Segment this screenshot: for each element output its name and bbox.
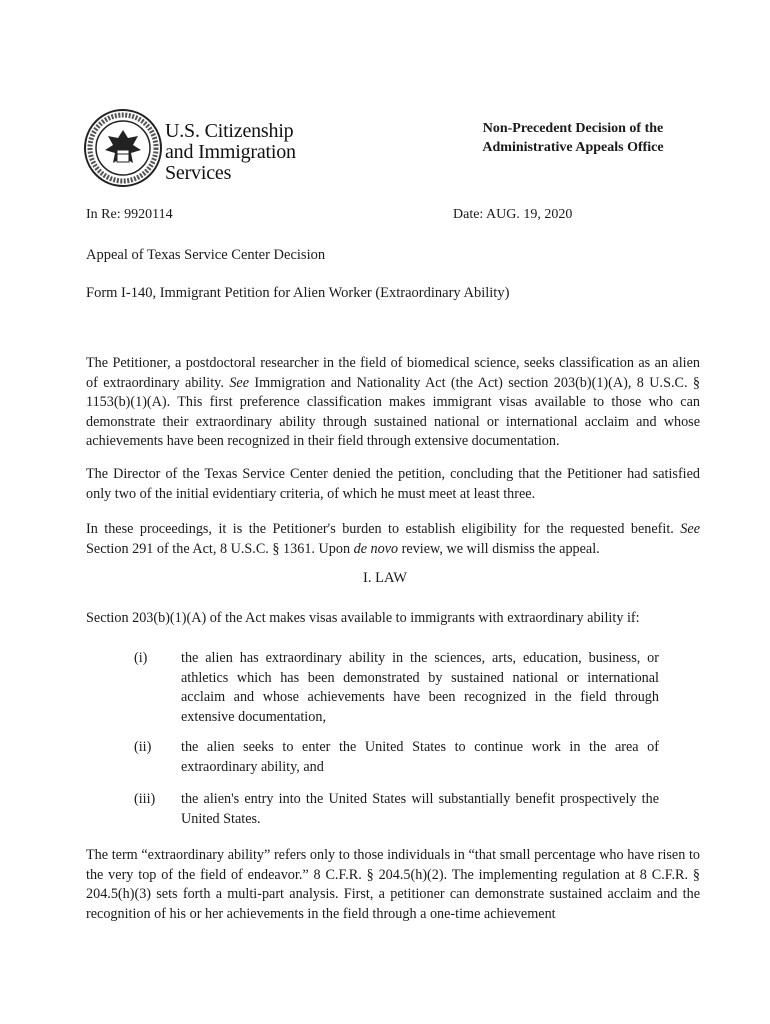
decision-title	[453, 119, 693, 157]
paragraph-text: Immigration and Nationality Act (the Act) section 203(b)(1)(A), 8 U.S.C. § 1153(b)(1)(A). This first preference classification makes immigrant visas available to those who can demonstrate their extraordinary ability through sustained national or international acclaim and whose achievements have been recognized in their field through extensive documentation.	[86, 374, 701, 449]
letterhead	[83, 108, 693, 188]
decision-line: Administrative Appeals Office	[482, 140, 664, 155]
paragraph-text: In these proceedings, it is the Petitioner's burden to establish eligibility for the requested benefit.	[86, 521, 674, 537]
agency-name	[165, 121, 296, 184]
form-line: Form I-140, Immigrant Petition for Alien Worker (Extraordinary Ability)	[86, 285, 510, 301]
paragraph-text: Section 291 of the Act, 8 U.S.C. § 1361. Upon	[86, 540, 351, 557]
paragraph-3	[86, 520, 700, 559]
agency-line: Services	[165, 162, 232, 184]
appeal-line: Appeal of Texas Service Center Decision	[86, 247, 326, 263]
citation-signal: See	[229, 374, 250, 391]
agency-line: and Immigration	[165, 141, 296, 163]
law-intro: Section 203(b)(1)(A) of the Act makes visas available to immigrants with extraordinary ability if:	[86, 610, 640, 626]
list-number: (ii)	[134, 739, 152, 755]
paragraph-1	[86, 354, 700, 452]
section-heading: I. LAW	[363, 570, 407, 586]
list-text: the alien has extraordinary ability in the sciences, arts, education, business, or athletics which has been demonstrated by sustained national or international acclaim and whose achievements have been recognized in the field through extensive documentation,	[181, 650, 659, 725]
paragraph-text: The Petitioner, a postdoctoral researcher in the field of biomedical science, seeks classification as an alien of extraordinary ability.	[86, 355, 700, 391]
decision-line: Non-Precedent Decision of the	[482, 121, 664, 136]
agency-line: U.S. Citizenship	[165, 120, 294, 142]
case-number: In Re: 9920114	[86, 207, 173, 222]
decision-date: Date: AUG. 19, 2020	[453, 207, 573, 222]
list-text: the alien's entry into the United States will substantially benefit prospectively the United States.	[181, 791, 659, 827]
paragraph-2: The Director of the Texas Service Center denied the petition, concluding that the Petitioner had satisfied only two of the initial evidentiary criteria, of which he must meet at least three.	[86, 466, 700, 502]
citation-signal: See	[680, 521, 700, 537]
dhs-seal-icon	[83, 108, 163, 188]
list-number: (iii)	[134, 791, 156, 807]
paragraph-text: review, we will dismiss the appeal.	[401, 540, 600, 557]
list-text: the alien seeks to enter the United States to continue work in the area of extraordinary ability, and	[181, 739, 659, 775]
list-number: (i)	[134, 650, 148, 666]
paragraph-4: The term “extraordinary ability” refers only to those individuals in “that small percentage who have risen to the very top of the field of endeavor.” 8 C.F.R. § 204.5(h)(2). The implementing regulation at 8 C.F.R. § 204.5(h)(3) sets forth a multi-part analysis. First, a petitioner can demonstrate sustained acclaim and the recognition of his or her achievements in the field through a one-time achievement	[86, 847, 700, 922]
de-novo-term: de novo	[353, 540, 399, 557]
